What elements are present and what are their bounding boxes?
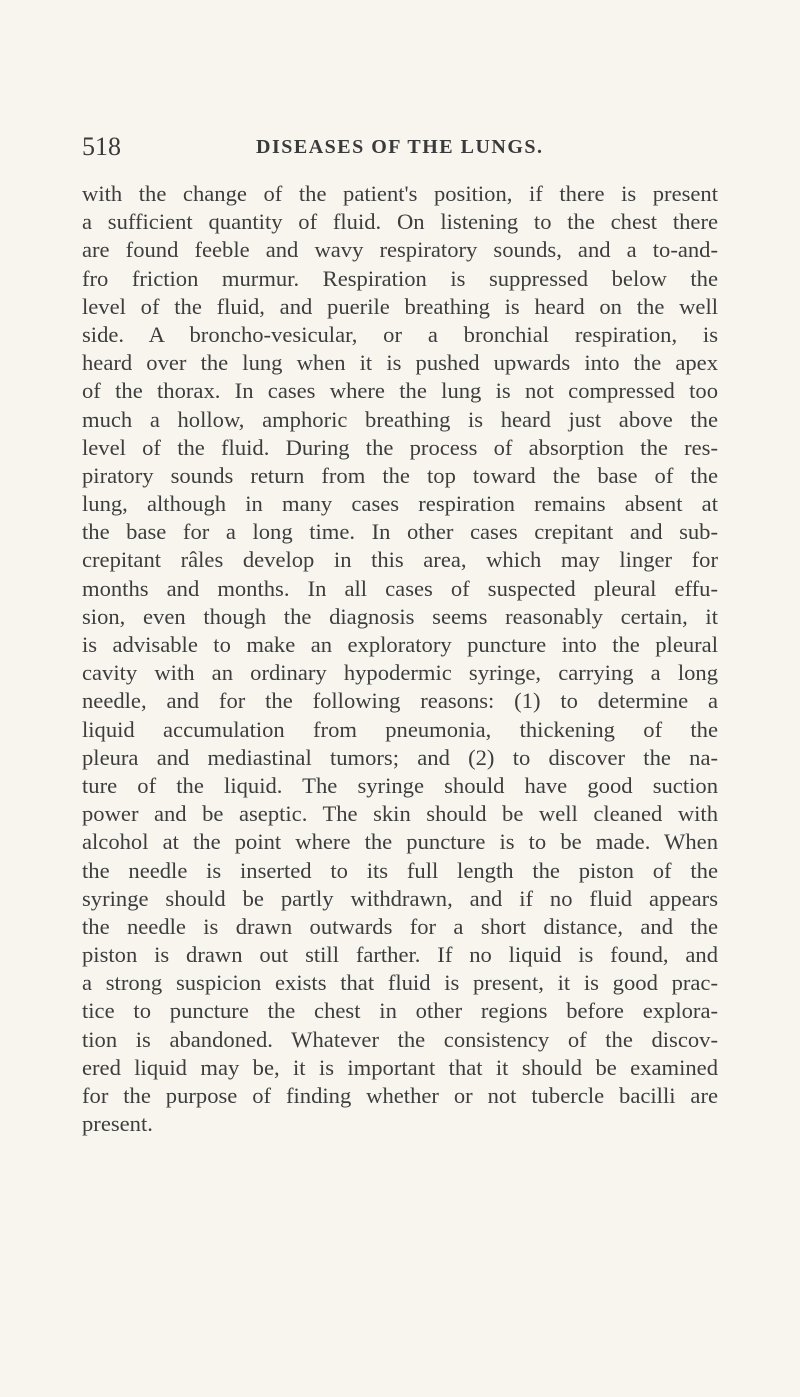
text-line: level of the fluid. During the process of absorption the res-: [82, 434, 718, 460]
text-line: liquid accumulation from pneumonia, thickening of the: [82, 716, 718, 742]
text-line: for the purpose of finding whether or not tubercle bacilli are: [82, 1083, 718, 1108]
text-line: tion is abandoned. Whatever the consistency of the discov-: [82, 1026, 718, 1052]
text-line: crepitant râles develop in this area, which may linger for: [82, 547, 718, 573]
text-line: ered liquid may be, it is important that it should be examined: [82, 1054, 718, 1080]
text-line: pleura and mediastinal tumors; and (2) to discover the na-: [82, 744, 718, 770]
text-line: side. A broncho-vesicular, or a bronchial respiration, is: [82, 321, 718, 347]
text-line: are found feeble and wavy respiratory sounds, and a to-and-: [82, 237, 718, 263]
text-line: much a hollow, amphoric breathing is heard just above the: [82, 406, 718, 432]
text-line: months and months. In all cases of suspected pleural effu-: [82, 575, 718, 601]
text-line: power and be aseptic. The skin should be well cleaned with: [82, 801, 718, 827]
text-line: cavity with an ordinary hypodermic syringe, carrying a long: [82, 660, 718, 686]
text-line: a strong suspicion exists that fluid is present, it is good prac-: [82, 970, 718, 996]
text-line: needle, and for the following reasons: (1) to determine a: [82, 688, 718, 714]
text-line: the needle is drawn outwards for a short distance, and the: [82, 913, 718, 939]
text-line: present.: [82, 1111, 153, 1137]
text-line: piratory sounds return from the top toward the base of the: [82, 462, 718, 488]
text-line: ture of the liquid. The syringe should have good suction: [82, 772, 718, 798]
page-header: [82, 132, 722, 172]
text-line: sion, even though the diagnosis seems reasonably certain, it: [82, 603, 718, 629]
text-line: the base for a long time. In other cases crepitant and sub-: [82, 519, 718, 545]
running-title: DISEASES OF THE LUNGS.: [256, 136, 544, 158]
text-line: syringe should be partly withdrawn, and if no fluid appears: [82, 885, 718, 911]
page-number: 518: [82, 132, 121, 161]
text-line: a sufficient quantity of fluid. On listening to the chest there: [82, 209, 718, 235]
text-line: the needle is inserted to its full length the piston of the: [82, 857, 718, 883]
text-line: with the change of the patient's position, if there is present: [82, 181, 718, 206]
text-line: level of the fluid, and puerile breathing is heard on the well: [82, 293, 718, 319]
text-line: alcohol at the point where the puncture is to be made. When: [82, 829, 718, 855]
text-line: is advisable to make an exploratory puncture into the pleural: [82, 632, 718, 657]
text-line: lung, although in many cases respiration remains absent at: [82, 491, 718, 517]
text-line: heard over the lung when it is pushed upwards into the apex: [82, 350, 718, 376]
text-line: of the thorax. In cases where the lung is not compressed too: [82, 378, 718, 404]
body-paragraph: [82, 180, 718, 1138]
text-line: fro friction murmur. Respiration is suppressed below the: [82, 265, 718, 291]
text-line: tice to puncture the chest in other regions before explora-: [82, 998, 718, 1024]
text-line: piston is drawn out still farther. If no liquid is found, and: [82, 942, 718, 968]
